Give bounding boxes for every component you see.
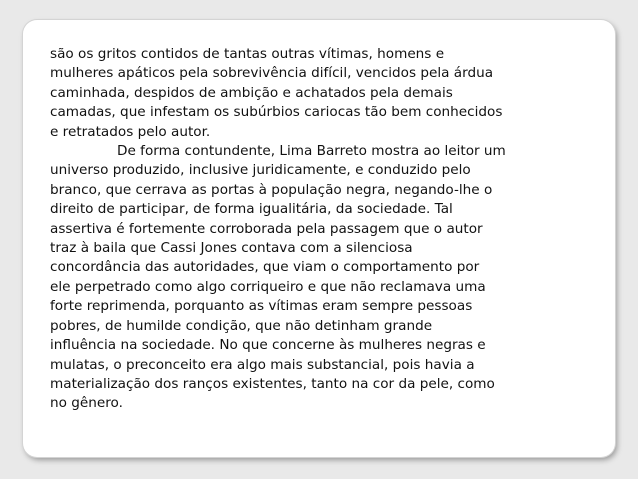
text-line: caminhada, despidos de ambição e achatados pela demais — [50, 84, 453, 101]
text-line: influência na sociedade. No que concerne às mulheres negras e — [50, 337, 486, 354]
text-line: branco, que cerrava as portas à população negra, negando-lhe o — [50, 181, 493, 198]
text-line: e retratados pelo autor. — [50, 123, 211, 140]
text-line: concordância das autoridades, que viam o comportamento por — [50, 259, 480, 276]
text-line: direito de participar, de forma igualitária, da sociedade. Tal — [50, 201, 453, 218]
text-line: são os gritos contidos de tantas outras vítimas, homens e — [50, 46, 445, 62]
text-line: forte reprimenda, porquanto as vítimas eram sempre pessoas — [50, 298, 473, 315]
text-line: no gênero. — [50, 395, 123, 412]
text-line: materialização dos ranços existentes, tanto na cor da pele, como — [50, 375, 495, 392]
text-line: camadas, que infestam os subúrbios cariocas tão bem conhecidos — [50, 104, 503, 121]
text-line: universo produzido, inclusive juridicamente, e conduzido pelo — [50, 162, 471, 179]
paragraph-start-line: De forma contundente, Lima Barreto mostra ao leitor um — [117, 143, 506, 160]
text-line: mulheres apáticos pela sobrevivência difícil, vencidos pela árdua — [50, 65, 494, 82]
text-line: traz à baila que Cassi Jones contava com a silenciosa — [50, 240, 413, 257]
text-line: assertiva é fortemente corroborada pela passagem que o autor — [50, 220, 483, 237]
text-line: ele perpetrado como algo corriqueiro e que não reclamava uma — [50, 278, 486, 295]
body-text — [50, 45, 610, 414]
text-line: mulatas, o preconceito era algo mais substancial, pois havia a — [50, 356, 475, 373]
text-line: pobres, de humilde condição, que não detinham grande — [50, 317, 433, 334]
